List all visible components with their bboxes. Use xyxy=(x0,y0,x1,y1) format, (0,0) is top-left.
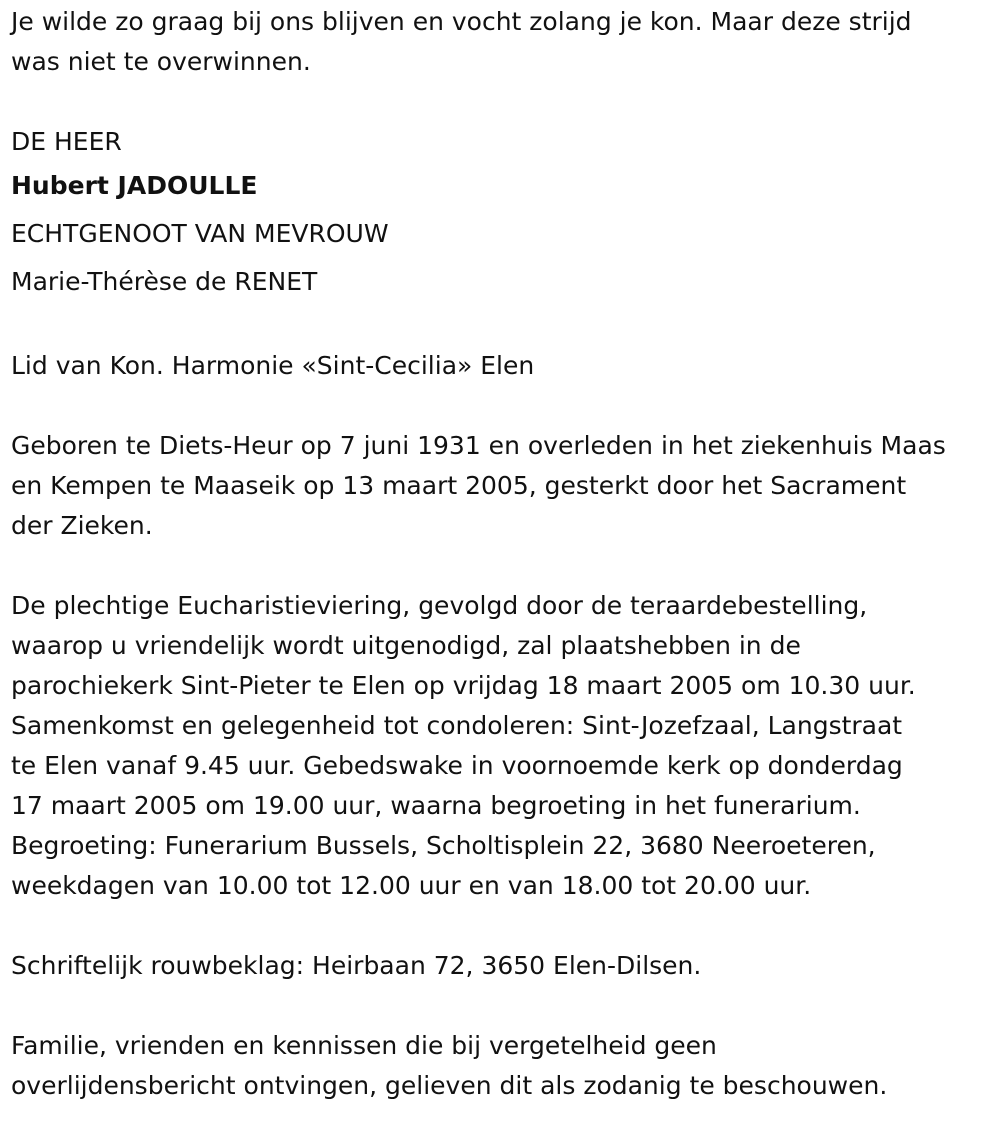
service-line: De plechtige Eucharistieviering, gevolgd door de teraardebestelling, xyxy=(11,591,868,620)
intro-paragraph xyxy=(11,2,988,82)
service-line: te Elen vanaf 9.45 uur. Gebedswake in voornoemde kerk op donderdag xyxy=(11,751,903,780)
paragraph-spacer xyxy=(11,986,988,1026)
birth-death-line: en Kempen te Maaseik op 13 maart 2005, gesterkt door het Sacrament xyxy=(11,471,907,500)
condolence-address: Schriftelijk rouwbeklag: Heirbaan 72, 3650 Elen-Dilsen. xyxy=(11,951,702,980)
paragraph-spacer xyxy=(11,306,988,346)
birth-death-line: der Zieken. xyxy=(11,511,153,540)
membership-paragraph xyxy=(11,346,988,386)
service-line: waarop u vriendelijk wordt uitgenodigd, zal plaatshebben in de xyxy=(11,631,801,660)
service-line: weekdagen van 10.00 tot 12.00 uur en van 18.00 tot 20.00 uur. xyxy=(11,871,812,900)
intro-line: Je wilde zo graag bij ons blijven en vocht zolang je kon. Maar deze strijd xyxy=(11,7,912,36)
service-line: Samenkomst en gelegenheid tot condoleren: Sint-Jozefzaal, Langstraat xyxy=(11,711,903,740)
closing-paragraph xyxy=(11,1026,988,1106)
paragraph-spacer xyxy=(11,546,988,586)
paragraph-spacer xyxy=(11,906,988,946)
service-line: parochiekerk Sint-Pieter te Elen op vrijdag 18 maart 2005 om 10.30 uur. xyxy=(11,671,916,700)
closing-line: Familie, vrienden en kennissen die bij vergetelheid geen xyxy=(11,1031,717,1060)
paragraph-spacer xyxy=(11,82,988,122)
birth-death-paragraph xyxy=(11,426,988,546)
intro-line: was niet te overwinnen. xyxy=(11,47,311,76)
spouse-name: Marie-Thérèse de RENET xyxy=(11,267,318,296)
membership-text: Lid van Kon. Harmonie «Sint-Cecilia» Elen xyxy=(11,351,535,380)
closing-line: overlijdensbericht ontvingen, gelieven dit als zodanig te beschouwen. xyxy=(11,1071,888,1100)
identity-block xyxy=(11,122,988,306)
condolence-paragraph xyxy=(11,946,988,986)
service-line: 17 maart 2005 om 19.00 uur, waarna begroeting in het funerarium. xyxy=(11,791,861,820)
birth-death-line: Geboren te Diets-Heur op 7 juni 1931 en overleden in het ziekenhuis Maas xyxy=(11,431,946,460)
service-paragraph xyxy=(11,586,988,906)
deceased-name: Hubert JADOULLE xyxy=(11,171,258,200)
paragraph-spacer xyxy=(11,386,988,426)
honorific-title: DE HEER xyxy=(11,127,122,156)
service-line: Begroeting: Funerarium Bussels, Scholtisplein 22, 3680 Neeroeteren, xyxy=(11,831,876,860)
relationship-label: ECHTGENOOT VAN MEVROUW xyxy=(11,219,389,248)
